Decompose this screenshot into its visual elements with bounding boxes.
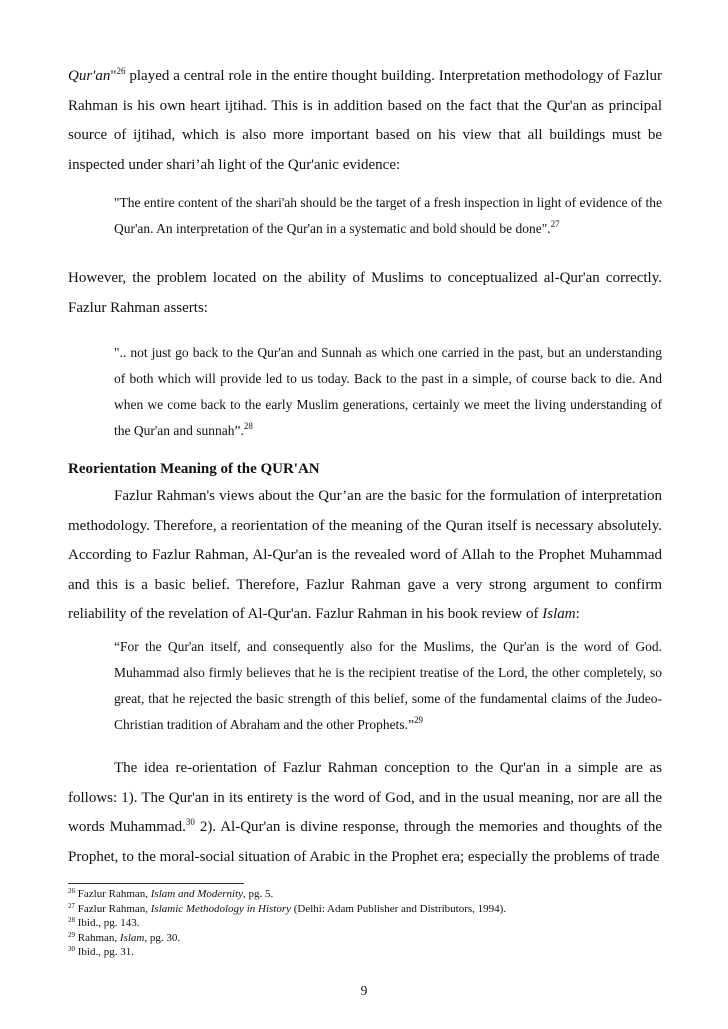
footnote-text: Ibid., pg. 143. [75, 917, 140, 930]
footnote-number: 29 [68, 930, 75, 939]
paragraph-2 [68, 264, 662, 323]
paragraph-3-tail: : [575, 606, 580, 622]
paragraph-2-text: However, the problem located on the ability of Muslims to conceptualized al-Qur'an correctly. Fazlur Rahman asserts: [68, 270, 662, 316]
block-quote-2 [114, 340, 662, 444]
footnote-separator [68, 883, 244, 884]
footnote-item [68, 916, 668, 931]
paragraph-3-text: Fazlur Rahman's views about the Qur’an are the basic for the formulation of interpretation methodology. Therefore, a reorientation of the meaning of the Quran itself is necessary absolutely. According to Fazlur Rahman, Al-Qur'an is the revealed word of Allah to the Prophet Muhammad and this is a basic belief. Therefore, Fazlur Rahman gave a very strong argument to confirm reliability of the revelation of Al-Qur'an. Fazlur Rahman in his book review of [68, 488, 662, 622]
footnote-text: Fazlur Rahman, [75, 902, 151, 915]
paragraph-4-text-a: The idea re-orientation of Fazlur Rahman conception to the Qur'an in a simple are as follows: 1). The Qur'an in its entirety is the word of God, and in the usual meaning, nor are all the words Muhammad. [68, 760, 662, 835]
block-quote-3-text: “For the Qur'an itself, and consequently also for the Muslims, the Qur'an is the word of God. Muhammad also firmly believes that he is the recipient treatise of the Lord, the other completely, so great, that he rejected the basic strength of this belief, some of the fundamental claims of the Judeo-Christian tradition of Abraham and the other Prophets.” [114, 639, 662, 732]
quran-italic: Qur'an [68, 68, 111, 84]
footnote-title: Islam [119, 931, 145, 944]
footnote-text: Rahman, [75, 931, 120, 944]
paragraph-4-text-b: 2). Al-Qur'an is divine response, through the memories and thoughts of the Prophet, to the moral-social situation of Arabic in the Prophet era; especially the problems of trade [68, 819, 663, 865]
footnote-ref-29[interactable]: 29 [413, 715, 423, 725]
footnote-ref-26[interactable]: 26 [116, 66, 126, 76]
footnote-text: , pg. 30. [144, 931, 181, 944]
footnote-text: Fazlur Rahman, [75, 888, 151, 900]
page-number: 9 [360, 983, 368, 998]
footnote-item [68, 902, 668, 917]
footnotes-list [68, 887, 668, 960]
book-title-italic: Islam [542, 606, 576, 622]
footnote-ref-27[interactable]: 27 [550, 219, 560, 229]
block-quote-2-text: ".. not just go back to the Qur'an and Sunnah as which one carried in the past, but an understanding of both which will provide led to us today. Back to the past in a simple, of course back to die. And when we come back to the early Muslim generations, certainly we meet the living understanding of the Qur'an and sunnah”. [114, 345, 662, 438]
footnote-item [68, 887, 668, 902]
block-quote-3 [114, 634, 662, 738]
footnote-item [68, 945, 668, 960]
paragraph-4 [68, 754, 662, 872]
footnote-title: Islamic Methodology in History [150, 902, 291, 915]
quote-mark: " [110, 68, 117, 84]
paragraph-1 [68, 62, 662, 180]
footnote-item [68, 931, 668, 946]
footnote-text: (Delhi: Adam Publisher and Distributors, 1994). [291, 902, 507, 915]
block-quote-1 [114, 190, 662, 242]
footnote-ref-28[interactable]: 28 [243, 421, 253, 431]
footnote-number: 26 [68, 887, 75, 895]
block-quote-1-text: "The entire content of the shari'ah should be the target of a fresh inspection in light of evidence of the Qur'an. An interpretation of the Qur'an in a systematic and bold should be done". [114, 195, 662, 236]
footnote-title: Islam and Modernity [150, 888, 244, 900]
footnote-number: 27 [68, 901, 75, 910]
footnote-text: Ibid., pg. 31. [75, 946, 134, 959]
footnote-number: 30 [68, 945, 75, 954]
footnote-ref-30[interactable]: 30 [185, 817, 195, 827]
footnote-number: 28 [68, 916, 75, 925]
paragraph-1-text: played a central role in the entire thought building. Interpretation methodology of Fazlur Rahman is his own heart ijtihad. This is in addition based on the fact that the Qur'an as principal source of ijtihad, which is also more important based on his view that all buildings must be inspected under shari’ah light of the Qur'anic evidence: [68, 68, 662, 173]
section-heading: Reorientation Meaning of the QUR'AN [68, 461, 320, 477]
footnote-text: , pg. 5. [243, 888, 274, 900]
paragraph-3 [68, 482, 662, 630]
